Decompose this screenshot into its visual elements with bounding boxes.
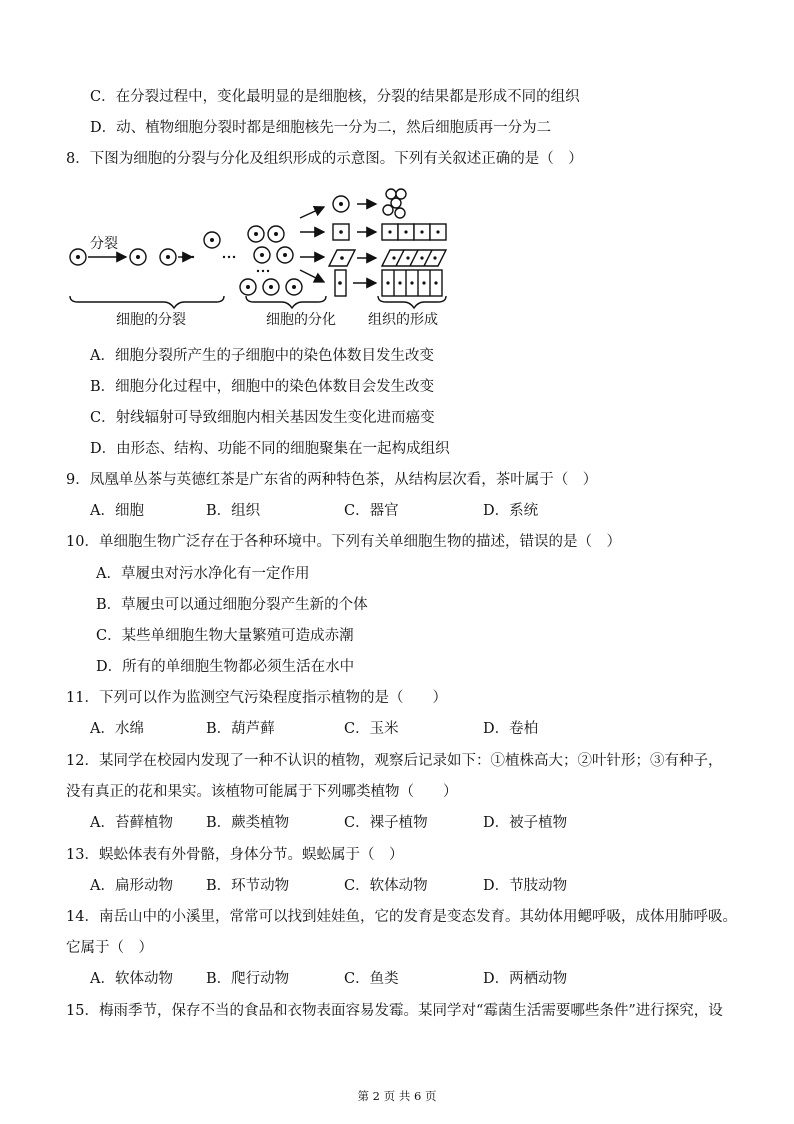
option: C．器官 <box>344 503 399 519</box>
question-8-stem: 8．下图为细胞的分裂与分化及组织形成的示意图。下列有关叙述正确的是（ ） <box>66 151 583 167</box>
option: B．爬行动物 <box>206 971 290 987</box>
label-split: 分裂 <box>90 236 118 252</box>
question-7-option-d: D．动、植物细胞分裂时都是细胞核先一分为二，然后细胞质再一分为二 <box>90 120 552 136</box>
cell-circle <box>383 205 393 215</box>
option: D．被子植物 <box>483 815 568 831</box>
question-12-stem: 12．某同学在校园内发现了一种不认识的植物，观察后记录如下：①植株高大；②叶针形；③有种子， <box>66 753 723 769</box>
brace-division <box>70 296 224 308</box>
option: B．蕨类植物 <box>206 815 290 831</box>
option: D．系统 <box>483 503 539 519</box>
question-8-option-b: B．细胞分化过程中，细胞中的染色体数目会发生改变 <box>90 379 435 395</box>
question-14-stem: 14．南岳山中的小溪里，常常可以找到娃娃鱼，它的发育是变态发育。其幼体用鳃呼吸，成体用肺呼吸。 <box>66 909 737 925</box>
question-15-stem: 15．梅雨季节，保存不当的食品和衣物表面容易发霉。某同学对“霉菌生活需要哪些条件”进行探究，设 <box>66 1003 723 1019</box>
option: C．玉米 <box>344 721 399 737</box>
question-12-stem-continued: 没有真正的花和果实。该植物可能属于下列哪类植物（ ） <box>66 784 458 800</box>
question-8-option-d: D．由形态、结构、功能不同的细胞聚集在一起构成组织 <box>90 441 450 457</box>
label-tissue-formation: 组织的形成 <box>368 312 438 328</box>
option: A．细胞 <box>90 503 144 519</box>
option: A．软体动物 <box>90 971 173 987</box>
label-cell-differentiation: 细胞的分化 <box>266 312 336 328</box>
cell-circle <box>386 189 396 199</box>
option: D．两栖动物 <box>483 971 568 987</box>
option: D．卷柏 <box>483 721 539 737</box>
brace-tissue <box>378 296 446 308</box>
option: B．环节动物 <box>206 878 290 894</box>
question-10-option-a: A．草履虫对污水净化有一定作用 <box>96 566 310 582</box>
label-cell-division: 细胞的分裂 <box>116 312 186 328</box>
question-8-option-c: C．射线辐射可导致细胞内相关基因发生变化进而癌变 <box>90 410 435 426</box>
option: A．扁形动物 <box>90 878 173 894</box>
option: B．葫芦藓 <box>206 721 275 737</box>
question-9-stem: 9．凤凰单丛茶与英德红茶是广东省的两种特色茶，从结构层次看，茶叶属于（ ） <box>66 472 598 488</box>
option: B．组织 <box>206 503 261 519</box>
option: C．裸子植物 <box>344 815 428 831</box>
option: A．苔藓植物 <box>90 815 173 831</box>
question-13-stem: 13．蜈蚣体表有外骨骼，身体分节。蜈蚣属于（ ） <box>66 847 404 863</box>
question-10-option-d: D．所有的单细胞生物都必须生活在水中 <box>96 659 355 675</box>
option: A．水绵 <box>90 721 144 737</box>
cell-division-figure <box>66 182 456 332</box>
option: D．节肢动物 <box>483 878 568 894</box>
cell-circle <box>396 189 406 199</box>
cell-circle <box>395 208 405 218</box>
option: C．软体动物 <box>344 878 428 894</box>
question-8-option-a: A．细胞分裂所产生的子细胞中的染色体数目发生改变 <box>90 348 434 364</box>
page-footer: 第 2 页 共 6 页 <box>357 1089 437 1103</box>
question-7-option-c: C．在分裂过程中，变化最明显的是细胞核，分裂的结果都是形成不同的组织 <box>90 89 580 105</box>
question-14-stem-continued: 它属于（ ） <box>66 940 153 956</box>
question-10-option-c: C．某些单细胞生物大量繁殖可造成赤潮 <box>96 628 354 644</box>
question-10-stem: 10．单细胞生物广泛存在于各种环境中。下列有关单细胞生物的描述，错误的是（ ） <box>66 534 621 550</box>
cell-circle <box>391 198 401 208</box>
option: C．鱼类 <box>344 971 399 987</box>
question-10-option-b: B．草履虫可以通过细胞分裂产生新的个体 <box>96 597 368 613</box>
question-11-stem: 11．下列可以作为监测空气污染程度指示植物的是（ ） <box>66 690 447 706</box>
brace-differentiation <box>246 296 326 308</box>
